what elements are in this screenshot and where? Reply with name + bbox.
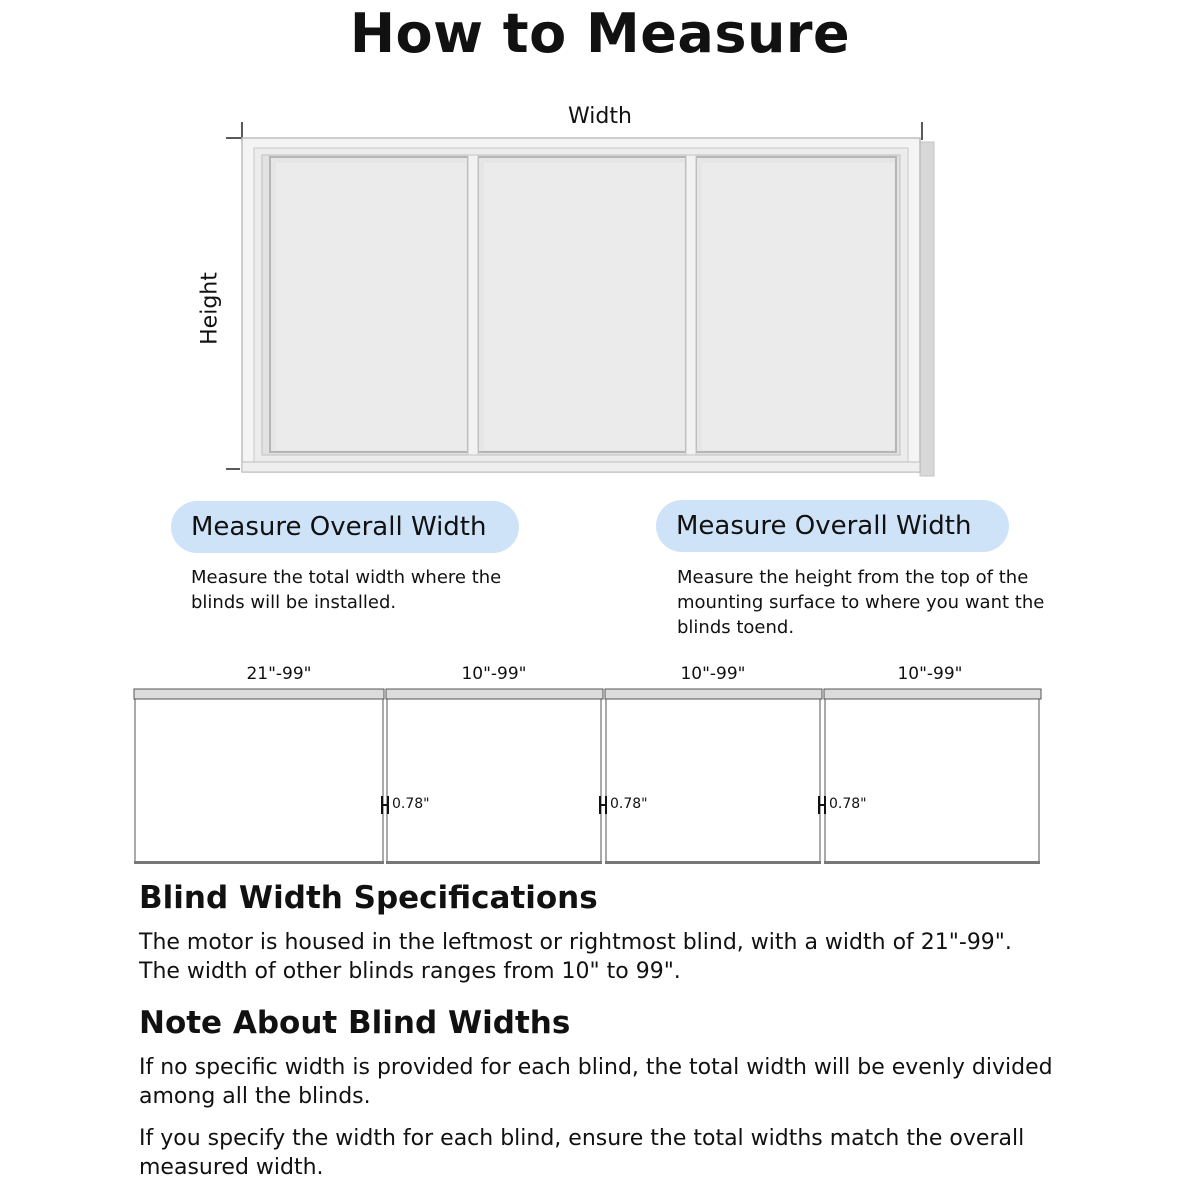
gap-marker [382,796,388,814]
height-label: Height [197,272,223,345]
blind-bottom-rail [386,861,602,864]
width-label: Width [568,104,632,129]
blind-bottom-rail [824,861,1040,864]
measure-height-heading: Measure Overall Width [656,500,1009,552]
note-paragraph: If no specific width is provided for each blind, the total width will be evenly divided among all the blinds. [139,1055,1053,1109]
window-mullion [468,155,478,455]
note-heading: Note About Blind Widths [139,1005,571,1041]
spec-line: The width of other blinds ranges from 10" to 99". [139,959,681,984]
blind-bottom-rail [605,861,821,864]
blind-width-range: 10"-99" [461,664,527,684]
blinds-diagram [134,689,1041,864]
blind-shade [135,699,383,862]
measure-height-description: Measure the height from the top of the mounting surface to where you want the blinds toend. [677,567,1045,638]
window-sill [242,462,920,472]
gap-label: 0.78" [610,796,648,812]
window-mullion [686,155,696,455]
gap-label: 0.78" [829,796,867,812]
blind-headrail [824,689,1041,699]
spec-line: The motor is housed in the leftmost or rightmost blind, with a width of 21"-99". [139,930,1012,955]
blind-width-range: 10"-99" [680,664,746,684]
note-paragraph: If you specify the width for each blind, ensure the total widths match the overall measured width. [139,1126,1025,1180]
blind-headrail [134,689,384,699]
measure-width-heading: Measure Overall Width [171,501,519,553]
blind-headrail [386,689,603,699]
spec-text [139,928,1099,986]
blind-width-range: 21"-99" [246,664,312,684]
blind-shade [825,699,1039,862]
measure-width-description: Measure the total width where the blinds will be installed. [191,567,502,613]
gap-marker [819,796,825,814]
blind-shade [606,699,820,862]
page-title: How to Measure [349,2,851,65]
blind-width-range: 10"-99" [897,664,963,684]
blind-shade [387,699,601,862]
gap-label: 0.78" [392,796,430,812]
blind-headrail [605,689,822,699]
spec-heading: Blind Width Specifications [139,880,598,916]
gap-marker [600,796,606,814]
blind-bottom-rail [134,861,384,864]
window-side-wall [920,142,934,476]
